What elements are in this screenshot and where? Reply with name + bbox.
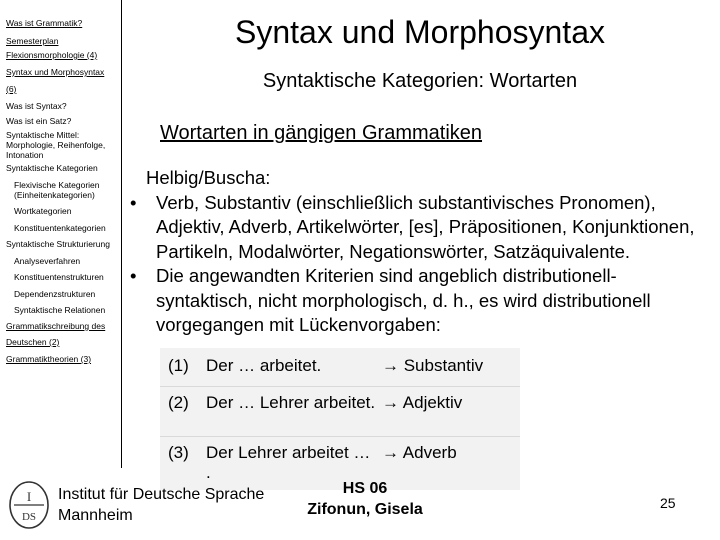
sidebar-item-syntax-morphosyntax[interactable]: Syntax und Morphosyntax [6, 67, 105, 77]
sidebar-item-was-ist-syntax[interactable]: Was ist Syntax? [6, 101, 67, 111]
sidebar-item-syntaktische-strukturierung[interactable]: Syntaktische Strukturierung [6, 239, 110, 249]
sidebar-item-syntaktische-kategorien[interactable]: Syntaktische Kategorien [6, 163, 98, 173]
svg-text:DS: DS [21, 511, 37, 523]
sidebar-item-syntaktische-relationen[interactable]: Syntaktische Relationen [14, 305, 106, 315]
example-number: (2) [168, 393, 189, 412]
sidebar-item-syntax-count[interactable]: (6) [6, 84, 17, 94]
example-number: (3) [168, 443, 189, 462]
bullet-marker: • [130, 265, 137, 286]
example-number: (1) [168, 356, 189, 375]
sidebar-item-deutschen[interactable]: Deutschen (2) [6, 337, 60, 347]
course-code: HS 06 [342, 480, 388, 497]
sidebar-item-semesterplan[interactable]: Semesterplan [6, 36, 59, 46]
institute-line2: Mannheim [58, 507, 133, 524]
sidebar-divider [121, 0, 122, 468]
bullet-text: Die angewandten Kriterien sind angeblich distributionell-syntaktisch, nicht morphologisch, d. h., es wird distributionell vorgegangen mit Lückenvorgaben: [156, 265, 651, 335]
lead-text: Helbig/Buscha: [146, 167, 271, 188]
sidebar-item-was-ist-satz[interactable]: Was ist ein Satz? [6, 116, 72, 126]
slide-subtitle: Syntaktische Kategorien: Wortarten [262, 70, 578, 92]
sidebar-item-grammatiktheorien[interactable]: Grammatiktheorien (3) [6, 354, 92, 364]
sidebar-item-grammatikschreibung[interactable]: Grammatikschreibung des [6, 321, 106, 331]
examples-table [160, 348, 520, 490]
row-divider [160, 436, 520, 437]
slide-content [130, 166, 710, 338]
sidebar-item-syntaktische-mittel[interactable]: Syntaktische Mittel: Morphologie, Reihenfolge, Intonation [6, 130, 106, 160]
svg-text:I: I [26, 489, 32, 504]
bullet-marker: • [130, 191, 137, 213]
example-phrase: Der Lehrer arbeitet … . [206, 443, 371, 482]
example-phrase: Der … Lehrer arbeitet. [206, 393, 376, 412]
bullet-item [130, 191, 710, 265]
example-category: → Adverb [382, 443, 457, 462]
course-info [300, 478, 430, 520]
section-heading-text: Wortarten in gängigen Grammatiken [160, 122, 483, 144]
section-heading [160, 122, 482, 145]
slide-title: Syntax und Morphosyntax [235, 14, 605, 50]
sidebar-nav [0, 0, 122, 468]
lecturer-name: Zifonun, Gisela [307, 501, 423, 518]
row-divider [160, 386, 520, 387]
example-phrase: Der … arbeitet. [206, 356, 322, 375]
example-category: → Adjektiv [382, 393, 463, 412]
sidebar-item-konstituentenkategorien[interactable]: Konstituentenkategorien [14, 223, 106, 233]
sidebar-item-wortkategorien[interactable]: Wortkategorien [14, 206, 72, 216]
sidebar-item-dependenzstrukturen[interactable]: Dependenzstrukturen [14, 289, 96, 299]
sidebar-item-flexivische-kategorien[interactable]: Flexivische Kategorien (Einheitenkategorien) [14, 180, 100, 200]
ids-logo [8, 480, 50, 530]
page-number: 25 [660, 495, 676, 511]
sidebar-item-konstituentenstrukturen[interactable]: Konstituentenstrukturen [14, 272, 104, 282]
sidebar-item-analyseverfahren[interactable]: Analyseverfahren [14, 256, 81, 266]
bullet-text: Verb, Substantiv (einschließlich substantivisches Pronomen), Adjektiv, Adverb, Artikelwörter, [es], Präpositionen, Konjunktionen, Partikeln, Modalwörter, Negationswörter, Satzäquivalente. [156, 191, 695, 262]
example-category: → Substantiv [382, 356, 484, 375]
institute-line1: Institut für Deutsche Sprache [58, 486, 265, 503]
sidebar-item-flexionsmorphologie[interactable]: Flexionsmorphologie (4) [6, 50, 98, 60]
institute-name [58, 484, 264, 526]
sidebar-item-grammatik[interactable]: Was ist Grammatik? [6, 18, 83, 28]
bullet-item [130, 264, 710, 338]
